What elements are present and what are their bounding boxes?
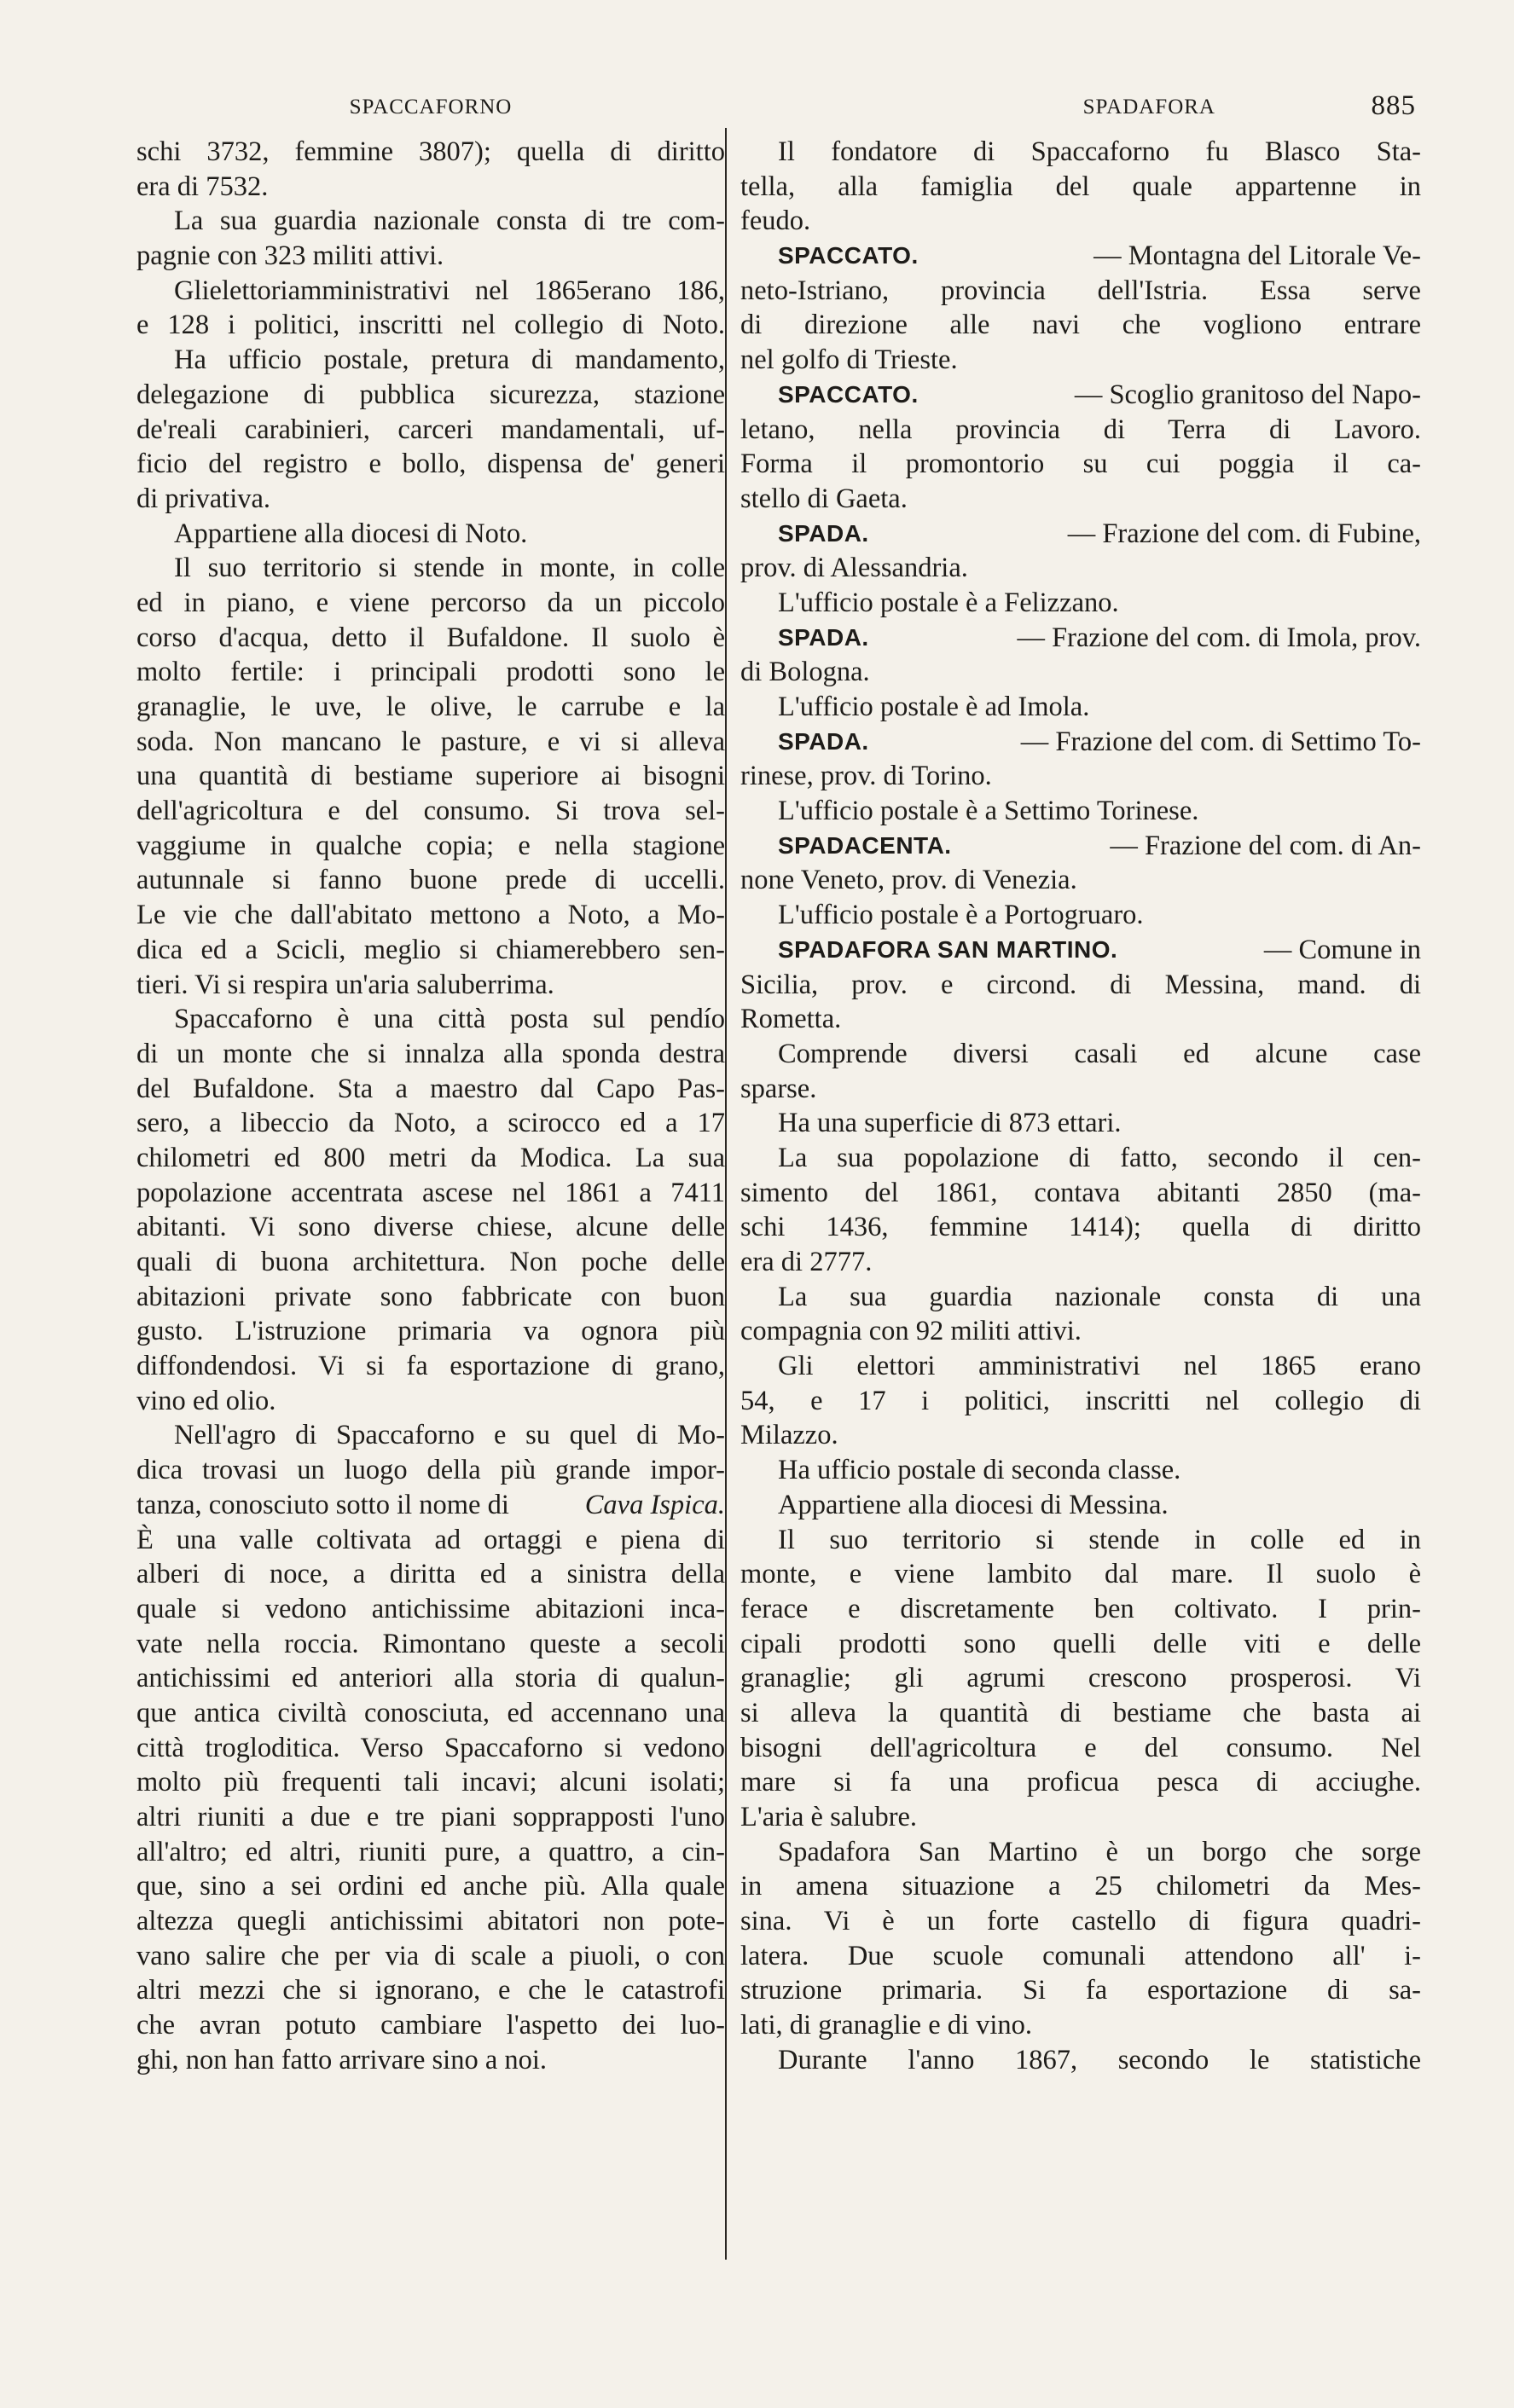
text-line: autunnale si fanno buone prede di uccelli.: [136, 865, 725, 896]
text-line: quale si vedono antichissime abitazioni inca-: [136, 1593, 725, 1624]
text-line: chilometri ed 800 metri da Modica. La sua: [136, 1142, 725, 1173]
text-line-with-italic: [136, 1488, 725, 1523]
text-line: era di 7532.: [136, 171, 269, 202]
text-line: que antica civiltà conosciuta, ed accennano una: [136, 1697, 725, 1728]
text-line: Le vie che dall'abitato mettono a Noto, a Mo-: [136, 900, 725, 931]
text-line: soda. Non mancano le pasture, e vi si alleva: [136, 726, 725, 757]
text-line: latera. Due scuole comunali attendono all' i-: [740, 1940, 1421, 1971]
text-line: all'altro; ed altri, riuniti pure, a quattro, a cin-: [136, 1836, 725, 1867]
text-line: La sua guardia nazionale consta di una: [778, 1281, 1421, 1312]
text-line: popolazione accentrata ascese nel 1861 a 7411: [136, 1177, 725, 1208]
text-line: diffondendosi. Vi si fa esportazione di grano,: [136, 1351, 725, 1382]
text-line: città trogloditica. Verso Spaccaforno si vedono: [136, 1732, 725, 1763]
right-column: [740, 135, 1421, 2078]
text-line: di un monte che si innalza alla sponda destra: [136, 1038, 725, 1069]
running-head-right: SPADAFORA: [1082, 96, 1215, 119]
text-line: Appartiene alla diocesi di Noto.: [174, 518, 528, 549]
text-line: Glielettoriamministrativi nel 1865erano 186,: [174, 275, 725, 306]
entry-line: [740, 725, 1421, 760]
text-line: Il suo territorio si stende in colle ed in: [778, 1524, 1421, 1555]
text-line: Ha ufficio postale di seconda classe.: [778, 1455, 1181, 1486]
text-line: altezza quegli antichissimi abitatori non pote-: [136, 1906, 725, 1937]
text-line: si alleva la quantità di bestiame che basta ai: [740, 1697, 1421, 1728]
text-line: struzione primaria. Si fa esportazione di sa-: [740, 1975, 1421, 2006]
text-line: L'ufficio postale è a Settimo Torinese.: [778, 796, 1199, 827]
text-line: Forma il promontorio su cui poggia il ca-: [740, 449, 1421, 480]
text-line: Spadafora San Martino è un borgo che sorge: [778, 1836, 1421, 1867]
text-line: Nell'agro di Spaccaforno e su quel di Mo-: [174, 1420, 725, 1451]
text-line: mare si fa una proficua pesca di acciughe.: [740, 1767, 1421, 1798]
text-line: nel golfo di Trieste.: [740, 344, 958, 376]
text-line: dica trovasi un luogo della più grande impor-: [136, 1455, 725, 1486]
text-line: ficio del registro e bollo, dispensa de' generi: [136, 449, 725, 480]
text-line: gusto. L'istruzione primaria va ognora più: [136, 1316, 725, 1347]
text-line: È una valle coltivata ad ortaggi e piena di: [136, 1524, 725, 1555]
entry-headword: SPADAFORA SAN MARTINO.: [778, 935, 1118, 963]
text-fragment: — Frazione del com. di Settimo To-: [1020, 726, 1421, 757]
text-line: La sua popolazione di fatto, secondo il cen-: [778, 1142, 1421, 1173]
text-line: alberi di noce, a diritta ed a sinistra della: [136, 1559, 725, 1590]
text-line: L'ufficio postale è ad Imola.: [778, 692, 1090, 722]
text-line: prov. di Alessandria.: [740, 553, 968, 584]
entry-line: [740, 517, 1421, 552]
text-fragment: — Frazione del com. di Imola, prov.: [1017, 622, 1421, 653]
text-line: Gli elettori amministrativi nel 1865 erano: [778, 1351, 1421, 1382]
text-line: Durante l'anno 1867, secondo le statistiche: [778, 2044, 1421, 2075]
text-line: ghi, non han fatto arrivare sino a noi.: [136, 2044, 548, 2075]
entry-headword: SPADA.: [778, 623, 869, 651]
text-line: Sicilia, prov. e circond. di Messina, mand. di: [740, 969, 1421, 1000]
text-line: schi 3732, femmine 3807); quella di diritto: [136, 136, 725, 167]
text-line: La sua guardia nazionale consta di tre com-: [174, 205, 725, 237]
text-line: vano salire che per via di scale a piuoli, o con: [136, 1940, 725, 1971]
text-line: Milazzo.: [740, 1420, 838, 1451]
text-line: del Bufaldone. Sta a maestro dal Capo Pas-: [136, 1073, 725, 1104]
text-line: vino ed olio.: [136, 1385, 276, 1416]
text-line: 54, e 17 i politici, inscritti nel collegio di: [740, 1385, 1421, 1416]
text-line: tieri. Vi si respira un'aria saluberrima.: [136, 969, 554, 1000]
text-line: ed in piano, e viene percorso da un piccolo: [136, 587, 725, 618]
text-line: Comprende diversi casali ed alcune case: [778, 1038, 1421, 1069]
text-line: lati, di granaglie e di vino.: [740, 2010, 1033, 2041]
text-line: tella, alla famiglia del quale appartenne in: [740, 171, 1421, 202]
text-fragment: — Montagna del Litorale Ve-: [1093, 240, 1421, 272]
text-line: Spaccaforno è una città posta sul pendío: [174, 1004, 725, 1035]
text-line: Il fondatore di Spaccaforno fu Blasco Sta-: [778, 136, 1421, 167]
text-line: sina. Vi è un forte castello di figura quadri-: [740, 1906, 1421, 1937]
page-number: 885: [1371, 90, 1416, 121]
entry-line: [740, 621, 1421, 656]
text-line: ferace e discretamente ben coltivato. I prin-: [740, 1593, 1421, 1624]
text-line: di direzione alle navi che vogliono entrare: [740, 310, 1421, 341]
entry-line: [740, 829, 1421, 864]
text-line: altri mezzi che si ignorano, e che le catastrofi: [136, 1975, 725, 2006]
entry-headword: SPACCATO.: [778, 380, 919, 408]
text-line: L'ufficio postale è a Felizzano.: [778, 587, 1119, 618]
text-line: dica ed a Scicli, meglio si chiamerebbero sen-: [136, 934, 725, 965]
text-line: none Veneto, prov. di Venezia.: [740, 865, 1077, 896]
running-head-left: SPACCAFORNO: [349, 96, 513, 119]
italic-place-name: Cava Ispica.: [584, 1489, 725, 1520]
text-line: Rometta.: [740, 1004, 842, 1035]
text-line: quali di buona architettura. Non poche delle: [136, 1247, 725, 1277]
text-line: una quantità di bestiame superiore ai bisogni: [136, 761, 725, 792]
text-fragment: — Scoglio granitoso del Napo-: [1074, 379, 1421, 410]
text-line: vaggiume in qualche copia; e nella stagione: [136, 830, 725, 861]
text-line: abitanti. Vi sono diverse chiese, alcune delle: [136, 1212, 725, 1243]
text-fragment: — Frazione del com. di An-: [1110, 830, 1421, 861]
text-line: e 128 i politici, inscritti nel collegio di Noto.: [136, 310, 725, 341]
text-fragment: tanza, conosciuto sotto il nome di: [136, 1489, 509, 1520]
text-line: in amena situazione a 25 chilometri da Mes-: [740, 1871, 1421, 1902]
entry-headword: SPACCATO.: [778, 242, 919, 269]
text-line: molto più frequenti tali incavi; alcuni isolati;: [136, 1767, 725, 1798]
text-line: Ha ufficio postale, pretura di mandamento,: [174, 344, 725, 376]
entry-line: [740, 378, 1421, 413]
text-line: corso d'acqua, detto il Bufaldone. Il suolo è: [136, 622, 725, 653]
text-line: de'reali carabinieri, carceri mandamentali, uf-: [136, 414, 725, 445]
text-line: sparse.: [740, 1073, 817, 1104]
text-line: compagnia con 92 militi attivi.: [740, 1316, 1082, 1347]
text-line: dell'agricoltura e del consumo. Si trova sel-: [136, 796, 725, 827]
entry-headword: SPADA.: [778, 727, 869, 755]
entry-headword: SPADA.: [778, 519, 869, 547]
text-line: bisogni dell'agricoltura e del consumo. Nel: [740, 1732, 1421, 1763]
text-line: Il suo territorio si stende in monte, in colle: [174, 553, 725, 584]
text-line: granaglie; gli agrumi crescono prosperosi. Vi: [740, 1663, 1421, 1694]
text-line: Appartiene alla diocesi di Messina.: [778, 1489, 1169, 1520]
entry-line: [740, 239, 1421, 274]
text-line: feudo.: [740, 205, 811, 237]
text-line: antichissimi ed anteriori alla storia di qualun-: [136, 1663, 725, 1694]
text-line: pagnie con 323 militi attivi.: [136, 240, 444, 272]
text-fragment: — Comune in: [1263, 934, 1421, 965]
text-line: vate nella roccia. Rimontano queste a secoli: [136, 1628, 725, 1659]
text-line: era di 2777.: [740, 1247, 873, 1277]
text-line: neto-Istriano, provincia dell'Istria. Essa serve: [740, 275, 1421, 306]
text-line: delegazione di pubblica sicurezza, stazione: [136, 379, 725, 410]
entry-headword: SPADACENTA.: [778, 831, 952, 859]
text-line: cipali prodotti sono quelli delle viti e delle: [740, 1628, 1421, 1659]
text-line: letano, nella provincia di Terra di Lavoro.: [740, 414, 1421, 445]
left-column: [136, 135, 725, 2078]
text-line: L'ufficio postale è a Portogruaro.: [778, 900, 1144, 931]
text-line: Ha una superficie di 873 ettari.: [778, 1108, 1122, 1139]
text-line: di Bologna.: [740, 657, 870, 688]
text-line: granaglie, le uve, le olive, le carrube e la: [136, 692, 725, 722]
text-line: altri riuniti a due e tre piani sopprapposti l'uno: [136, 1802, 725, 1832]
text-line: di privativa.: [136, 483, 271, 514]
column-divider: [725, 128, 727, 2260]
text-line: che avran potuto cambiare l'aspetto dei luo-: [136, 2010, 725, 2041]
text-line: rinese, prov. di Torino.: [740, 761, 992, 792]
text-line: monte, e viene lambito dal mare. Il suolo è: [740, 1559, 1421, 1590]
text-line: L'aria è salubre.: [740, 1802, 918, 1832]
entry-line: [740, 933, 1421, 968]
text-line: abitazioni private sono fabbricate con buon: [136, 1281, 725, 1312]
text-line: simento del 1861, contava abitanti 2850 (ma-: [740, 1177, 1421, 1208]
text-line: stello di Gaeta.: [740, 483, 908, 514]
text-line: molto fertile: i principali prodotti sono le: [136, 657, 725, 688]
text-line: schi 1436, femmine 1414); quella di diritto: [740, 1212, 1421, 1243]
text-fragment: — Frazione del com. di Fubine,: [1067, 518, 1421, 549]
text-line: sero, a libeccio da Noto, a scirocco ed a 17: [136, 1108, 725, 1139]
text-line: que, sino a sei ordini ed anche più. Alla quale: [136, 1871, 725, 1902]
